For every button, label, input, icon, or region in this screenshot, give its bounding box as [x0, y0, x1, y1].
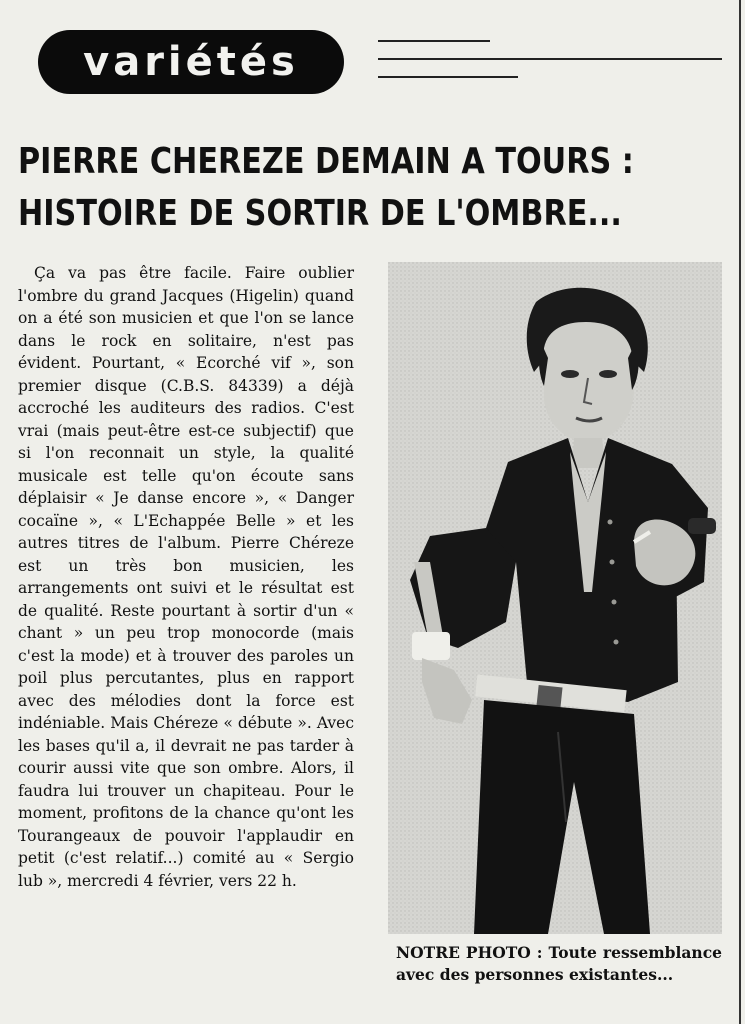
header-rule	[378, 58, 722, 60]
header-rule	[378, 76, 518, 78]
column-rule	[739, 0, 741, 1024]
section-badge	[38, 30, 344, 94]
header-rule	[378, 40, 490, 42]
article-paragraph: Ça va pas être facile. Faire oublier l'ombre du grand Jacques (Higelin) quand on a été son musicien et que l'on se lance dans le rock en solitaire, n'est pas évident. Pourtant, « Ecorché vif », son premier disque (C.B.S. 84339) a déjà accroché les auditeurs des radios. C'est vrai (mais peut-être est-ce subjectif) que si l'on reconnait un style, la qualité musicale est telle qu'on écoute sans déplaisir « Je danse encore », « Danger cocaïne », « L'Echappée Belle » et les autres titres de l'album. Pierre Chéreze est un très bon musicien, les arrangements ont suivi et le résultat est de qualité. Reste pourtant à sortir d'un « chant » un peu trop monocorde (mais c'est la mode) et à trouver des paroles un poil plus percutantes, plus en rapport avec des mélodies dont la force est indéniable. Mais Chéreze « débute ». Avec les bases qu'il a, il devrait ne pas tarder à courir aussi vite que son ombre. Alors, il faudra lui trouver un chapiteau. Pour le moment, profitons de la chance qu'ont les Tourangeaux de pouvoir l'applaudir en petit (c'est relatif...) comité au « Sergio lub », mercredi 4 février, vers 22 h.	[18, 264, 354, 890]
article-photo	[388, 262, 722, 934]
article-body	[18, 262, 354, 892]
headline-line-2: HISTOIRE DE SORTIR DE L'OMBRE...	[18, 193, 622, 234]
photo-caption: NOTRE PHOTO : Toute ressemblance avec des personnes existantes...	[396, 943, 722, 984]
headline	[18, 136, 634, 240]
section-label: variétés	[83, 39, 299, 85]
man-portrait-icon	[388, 262, 722, 934]
headline-line-1: PIERRE CHEREZE DEMAIN A TOURS :	[18, 141, 634, 182]
